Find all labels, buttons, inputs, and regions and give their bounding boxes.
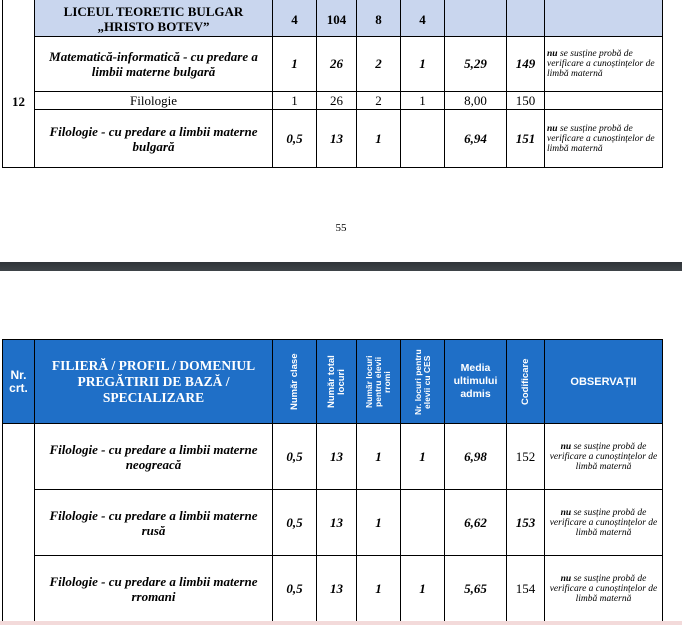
spec-cell: Filologie - cu predare a limbii materne rromani <box>35 556 273 622</box>
table-row <box>3 92 663 110</box>
obs-text: se susține probă de verificare a cunoștințelor de limbă maternă <box>549 441 658 472</box>
header-locuri-rromi <box>357 340 401 424</box>
school-media <box>445 0 507 37</box>
table-row <box>3 490 663 556</box>
cod-cell: 152 <box>507 424 545 490</box>
header-numar-clase-text: Număr clase <box>288 353 300 410</box>
page-separator <box>0 262 682 271</box>
locuri-cell: 13 <box>317 490 357 556</box>
header-numar-locuri <box>317 340 357 424</box>
cod-cell: 149 <box>507 37 545 92</box>
rromi-cell: 1 <box>357 556 401 622</box>
obs-bold: nu <box>560 507 572 518</box>
header-numar-locuri-text: Număr total locuri <box>325 355 347 408</box>
locuri-cell: 26 <box>317 92 357 110</box>
cod-cell: 154 <box>507 556 545 622</box>
ces-cell <box>401 490 445 556</box>
spec-cell: Filologie <box>35 92 273 110</box>
media-cell: 6,62 <box>445 490 507 556</box>
obs-bold: nu <box>560 441 572 452</box>
locuri-cell: 13 <box>317 110 357 168</box>
spec-cell: Filologie - cu predare a limbii materne rusă <box>35 490 273 556</box>
obs-text: se susține probă de verificare a cunoștințelor de limbă maternă <box>549 507 658 538</box>
school-name-line2: „HRISTO BOTEV” <box>97 19 210 34</box>
clase-cell: 1 <box>273 37 317 92</box>
cod-cell: 150 <box>507 92 545 110</box>
table-row <box>3 37 663 92</box>
obs-bold: nu <box>560 573 572 584</box>
school-clase: 4 <box>273 0 317 37</box>
clase-cell: 0,5 <box>273 424 317 490</box>
header-locuri-ces <box>401 340 445 424</box>
ces-cell <box>401 110 445 168</box>
header-locuri-rromi-text: Număr locuri pentru elevii rromi <box>364 355 392 408</box>
table-header <box>3 340 663 424</box>
clase-cell: 0,5 <box>273 490 317 556</box>
rromi-cell: 2 <box>357 37 401 92</box>
ces-cell: 1 <box>401 424 445 490</box>
rromi-cell: 1 <box>357 490 401 556</box>
clase-cell: 1 <box>273 92 317 110</box>
header-codificare <box>507 340 545 424</box>
header-numar-clase <box>273 340 317 424</box>
obs-cell <box>545 37 663 92</box>
locuri-cell: 26 <box>317 37 357 92</box>
table-row <box>3 424 663 490</box>
table-row <box>3 556 663 622</box>
header-codificare-text: Codificare <box>519 358 531 405</box>
obs-cell <box>545 490 663 556</box>
obs-bold: nu <box>547 123 558 134</box>
media-cell: 8,00 <box>445 92 507 110</box>
header-observatii: OBSERVAȚII <box>545 340 663 424</box>
school-locuri: 104 <box>317 0 357 37</box>
rromi-cell: 2 <box>357 92 401 110</box>
school-cod <box>507 0 545 37</box>
page-number: 55 <box>335 222 347 234</box>
page-55 <box>0 0 682 262</box>
obs-bold: nu <box>547 49 558 59</box>
obs-cell <box>545 110 663 168</box>
table-row <box>3 110 663 168</box>
nr-crt-cell <box>3 424 35 622</box>
ces-cell: 1 <box>401 92 445 110</box>
header-media: Media ultimului admis <box>445 340 507 424</box>
school-nr-cell <box>3 0 35 37</box>
locuri-cell: 13 <box>317 424 357 490</box>
rromi-cell: 1 <box>357 424 401 490</box>
clase-cell: 0,5 <box>273 110 317 168</box>
school-name-line1: LICEUL TEORETIC BULGAR <box>63 4 244 19</box>
school-rromi: 8 <box>357 0 401 37</box>
school-obs <box>545 0 663 37</box>
obs-cell <box>545 424 663 490</box>
ces-cell: 1 <box>401 556 445 622</box>
obs-text: se susține probă de verificare a cunoștințelor de limbă maternă <box>547 123 655 154</box>
nr-crt-cell: 12 <box>3 37 35 168</box>
admission-table-page-56 <box>2 339 663 622</box>
admission-table-page-55 <box>2 0 663 168</box>
media-cell: 5,29 <box>445 37 507 92</box>
locuri-cell: 13 <box>317 556 357 622</box>
ces-cell: 1 <box>401 37 445 92</box>
rromi-cell: 1 <box>357 110 401 168</box>
obs-cell <box>545 92 663 110</box>
viewer-bottom-edge <box>0 621 682 625</box>
spec-cell: Filologie - cu predare a limbii materne bulgară <box>35 110 273 168</box>
media-cell: 5,65 <box>445 556 507 622</box>
cod-cell: 153 <box>507 490 545 556</box>
spec-cell: Filologie - cu predare a limbii materne neogreacă <box>35 424 273 490</box>
header-nr-crt: Nr. crt. <box>3 340 35 424</box>
school-row <box>3 0 663 37</box>
media-cell: 6,94 <box>445 110 507 168</box>
header-filiera: FILIERĂ / PROFIL / DOMENIUL PREGĂTIRII DE BAZĂ / SPECIALIZARE <box>35 340 273 424</box>
obs-text: se susține probă de verificare a cunoștințelor de limbă maternă <box>549 573 658 604</box>
school-ces: 4 <box>401 0 445 37</box>
cod-cell: 151 <box>507 110 545 168</box>
clase-cell: 0,5 <box>273 556 317 622</box>
page-56 <box>0 271 682 625</box>
media-cell: 6,98 <box>445 424 507 490</box>
header-locuri-ces-text: Nr. locuri pentru elevii cu CES <box>412 348 432 415</box>
obs-cell <box>545 556 663 622</box>
spec-cell: Matematică-informatică - cu predare a limbii materne bulgară <box>35 37 273 92</box>
obs-text: se susține probă de verificare a cunoștințelor de limbă maternă <box>547 49 655 79</box>
school-name <box>35 0 273 37</box>
